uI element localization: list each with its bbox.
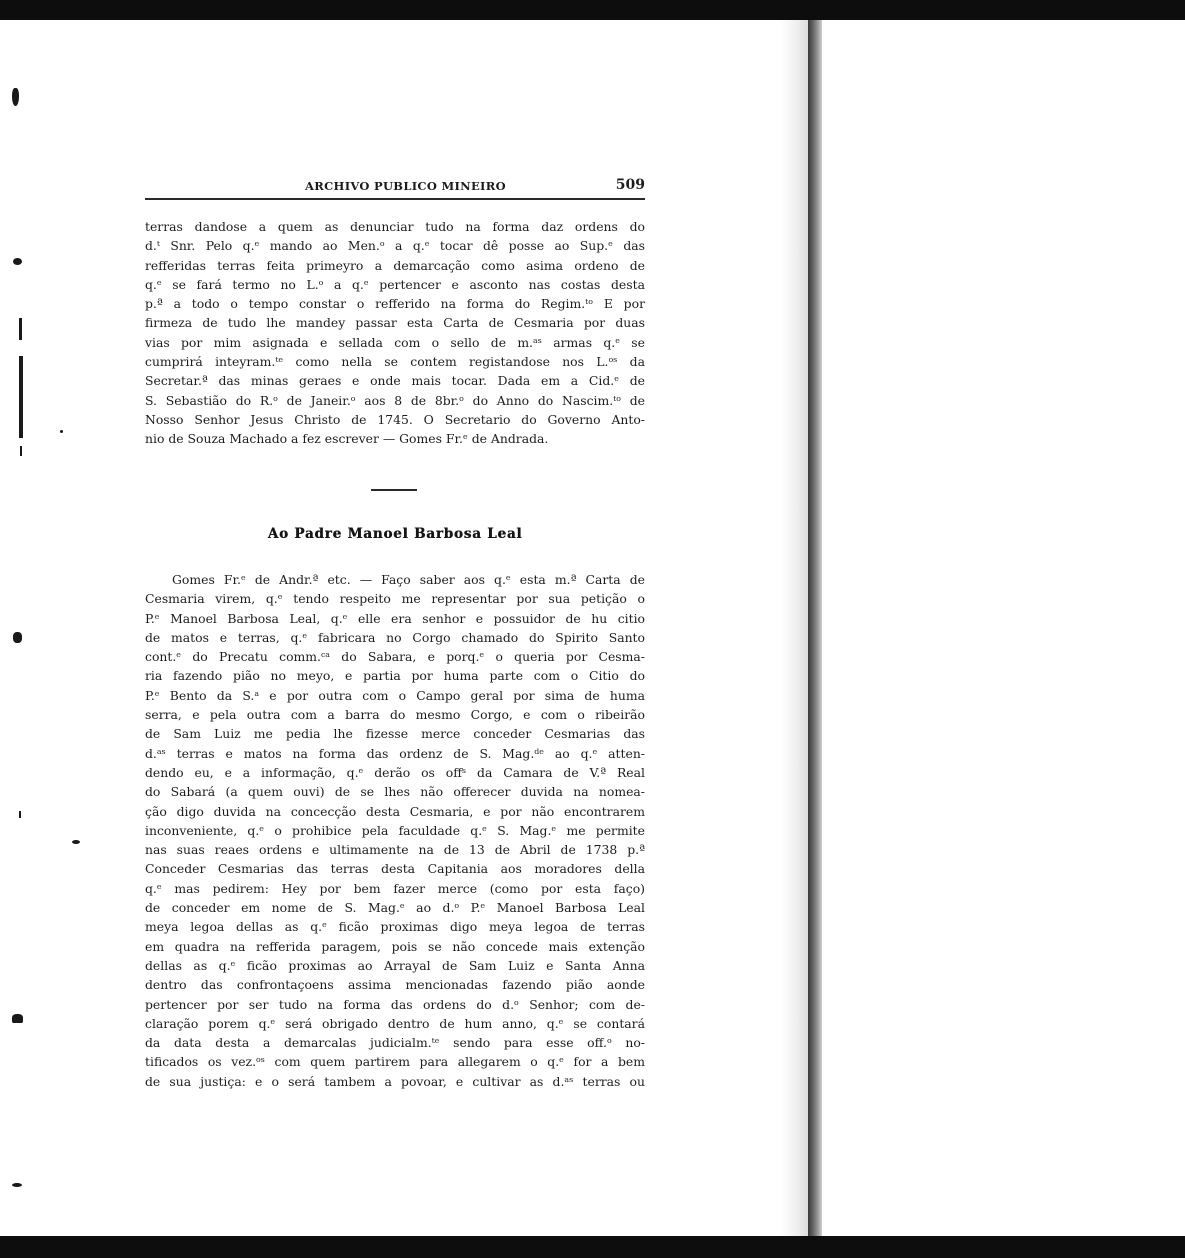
text-line: P.ᵉ Manoel Barbosa Leal, q.ᵉ elle era senhor e possuidor de hu citio: [145, 610, 645, 626]
header-rule: [145, 198, 645, 200]
page-gutter-shadow: [780, 20, 810, 1236]
margin-mark: [19, 811, 21, 818]
margin-mark: [19, 356, 23, 438]
text-line: q.ᵉ se fará termo no L.ᵒ a q.ᵉ pertencer e asconto nas costas desta: [145, 276, 645, 292]
margin-mark: [13, 258, 22, 265]
text-line: q.ᵉ mas pedirem: Hey por bem fazer merce (como por esta faço): [145, 880, 645, 896]
text-line: S. Sebastião do R.ᵒ de Janeir.ᵒ aos 8 de 8br.ᵒ do Anno do Nascim.ᵗᵒ de: [145, 392, 645, 408]
text-line: nas suas reaes ordens e ultimamente na de 13 de Abril de 1738 p.ª: [145, 842, 645, 858]
text-line: serra, e pela outra com a barra do mesmo Corgo, e com o ribeirão: [145, 707, 645, 723]
section-separator: [371, 489, 417, 491]
text-line: P.ᵉ Bento da S.ᵃ e por outra com o Campo geral por sima de huma: [145, 687, 645, 703]
margin-mark: [12, 1183, 22, 1187]
scan-top-border: [0, 0, 1185, 20]
text-line: dellas as q.ᵉ ficão proximas ao Arrayal de Sam Luiz e Santa Anna: [145, 957, 645, 973]
text-line: da data desta a demarcalas judicialm.ᵗᵉ sendo para esse off.ᵒ no-: [145, 1035, 645, 1051]
margin-mark: [13, 632, 22, 643]
text-line: cumprirá inteyram.ᵗᵉ como nella se contem registandose nos L.ᵒˢ da: [145, 354, 645, 370]
text-line: ria fazendo pião no meyo, e partia por huma parte com o Citio do: [145, 668, 645, 684]
text-line: inconveniente, q.ᵉ o prohibice pela faculdade q.ᵉ S. Mag.ᵉ me permite: [145, 822, 645, 838]
margin-mark: [19, 318, 22, 340]
paragraph-carta-conclusion: [145, 217, 645, 449]
text-line: terras dandose a quem as denunciar tudo na forma daz ordens do: [145, 219, 645, 234]
text-line: dentro das confrontaçoens assima mencionadas fazendo pião aonde: [145, 977, 645, 993]
text-line: em quadra na refferida paragem, pois se não concede mais extenção: [145, 938, 645, 954]
text-line: cont.ᵉ do Precatu comm.ᶜᵃ do Sabara, e porq.ᵉ o queria por Cesma-: [145, 649, 645, 665]
running-header-title: ARCHIVO PUBLICO MINEIRO: [305, 179, 506, 193]
text-line: nio de Souza Machado a fez escrever — Gomes Fr.ᵉ de Andrada.: [145, 431, 549, 447]
paragraph-carta-de-cesmaria: [145, 570, 645, 1091]
scan-bottom-border: [0, 1236, 1185, 1258]
book-binding-edge: [808, 20, 822, 1236]
text-line: tificados os vez.ᵒˢ com quem partirem para allegarem o q.ᵉ for a bem: [145, 1054, 645, 1070]
text-line: Cesmaria virem, q.ᵉ tendo respeito me representar por sua petição o: [145, 591, 645, 607]
text-line: do Sabará (a quem ouvi) de se lhes não offerecer duvida na nomea-: [145, 784, 645, 800]
text-line: de sua justiça: e o será tambem a povoar, e cultivar as d.ᵃˢ terras ou: [145, 1073, 645, 1089]
text-line: pertencer por ser tudo na forma das ordens do d.ᵒ Senhor; com de-: [145, 996, 645, 1012]
margin-mark: [12, 88, 19, 106]
page-number: 509: [615, 177, 645, 193]
facing-page: [822, 20, 1185, 1236]
margin-mark: [20, 446, 22, 456]
text-line: meya legoa dellas as q.ᵉ ficão proximas digo meya legoa de terras: [145, 919, 645, 935]
margin-mark: [72, 840, 80, 844]
text-line: d.ᵗ Snr. Pelo q.ᵉ mando ao Men.ᵒ a q.ᵉ tocar dê posse ao Sup.ᵉ das: [145, 238, 645, 254]
text-line: de matos e terras, q.ᵉ fabricara no Corgo chamado do Spirito Santo: [145, 629, 645, 645]
text-line: de Sam Luiz me pedia lhe fizesse merce conceder Cesmarias das: [145, 726, 645, 742]
text-line: dendo eu, e a informação, q.ᵉ derão os offˢ da Camara de V.ª Real: [145, 764, 645, 780]
text-line: de conceder em nome de S. Mag.ᵉ ao d.ᵒ P.ᵉ Manoel Barbosa Leal: [145, 900, 645, 916]
text-line: p.ª a todo o tempo constar o refferido na forma do Regim.ᵗᵒ E por: [145, 296, 645, 312]
text-line: d.ᵃˢ terras e matos na forma das ordenz de S. Mag.ᵈᵉ ao q.ᵉ atten-: [145, 745, 645, 761]
margin-mark: [12, 1014, 23, 1023]
text-line: vias por mim asignada e sellada com o sello de m.ᵃˢ armas q.ᵉ se: [145, 334, 645, 350]
text-line: Secretar.ª das minas geraes e onde mais tocar. Dada em a Cid.ᵉ de: [145, 373, 645, 389]
section-heading: Ao Padre Manoel Barbosa Leal: [267, 526, 523, 542]
running-header: [145, 175, 645, 197]
text-line: Nosso Senhor Jesus Christo de 1745. O Secretario do Governo Anto-: [145, 411, 645, 427]
text-line: ção digo duvida na concecção desta Cesmaria, e por não encontrarem: [145, 803, 645, 819]
text-line: refferidas terras feita primeyro a demarcação como asima ordeno de: [145, 257, 645, 273]
text-line: claração porem q.ᵉ será obrigado dentro de hum anno, q.ᵉ se contará: [145, 1015, 645, 1031]
margin-mark: [60, 430, 63, 433]
text-line: Gomes Fr.ᵉ de Andr.ª etc. — Faço saber aos q.ᵉ esta m.ª Carta de: [172, 572, 645, 587]
text-line: Conceder Cesmarias das terras desta Capitania aos moradores della: [145, 861, 645, 877]
text-line: firmeza de tudo lhe mandey passar esta Carta de Cesmaria por duas: [145, 315, 645, 331]
